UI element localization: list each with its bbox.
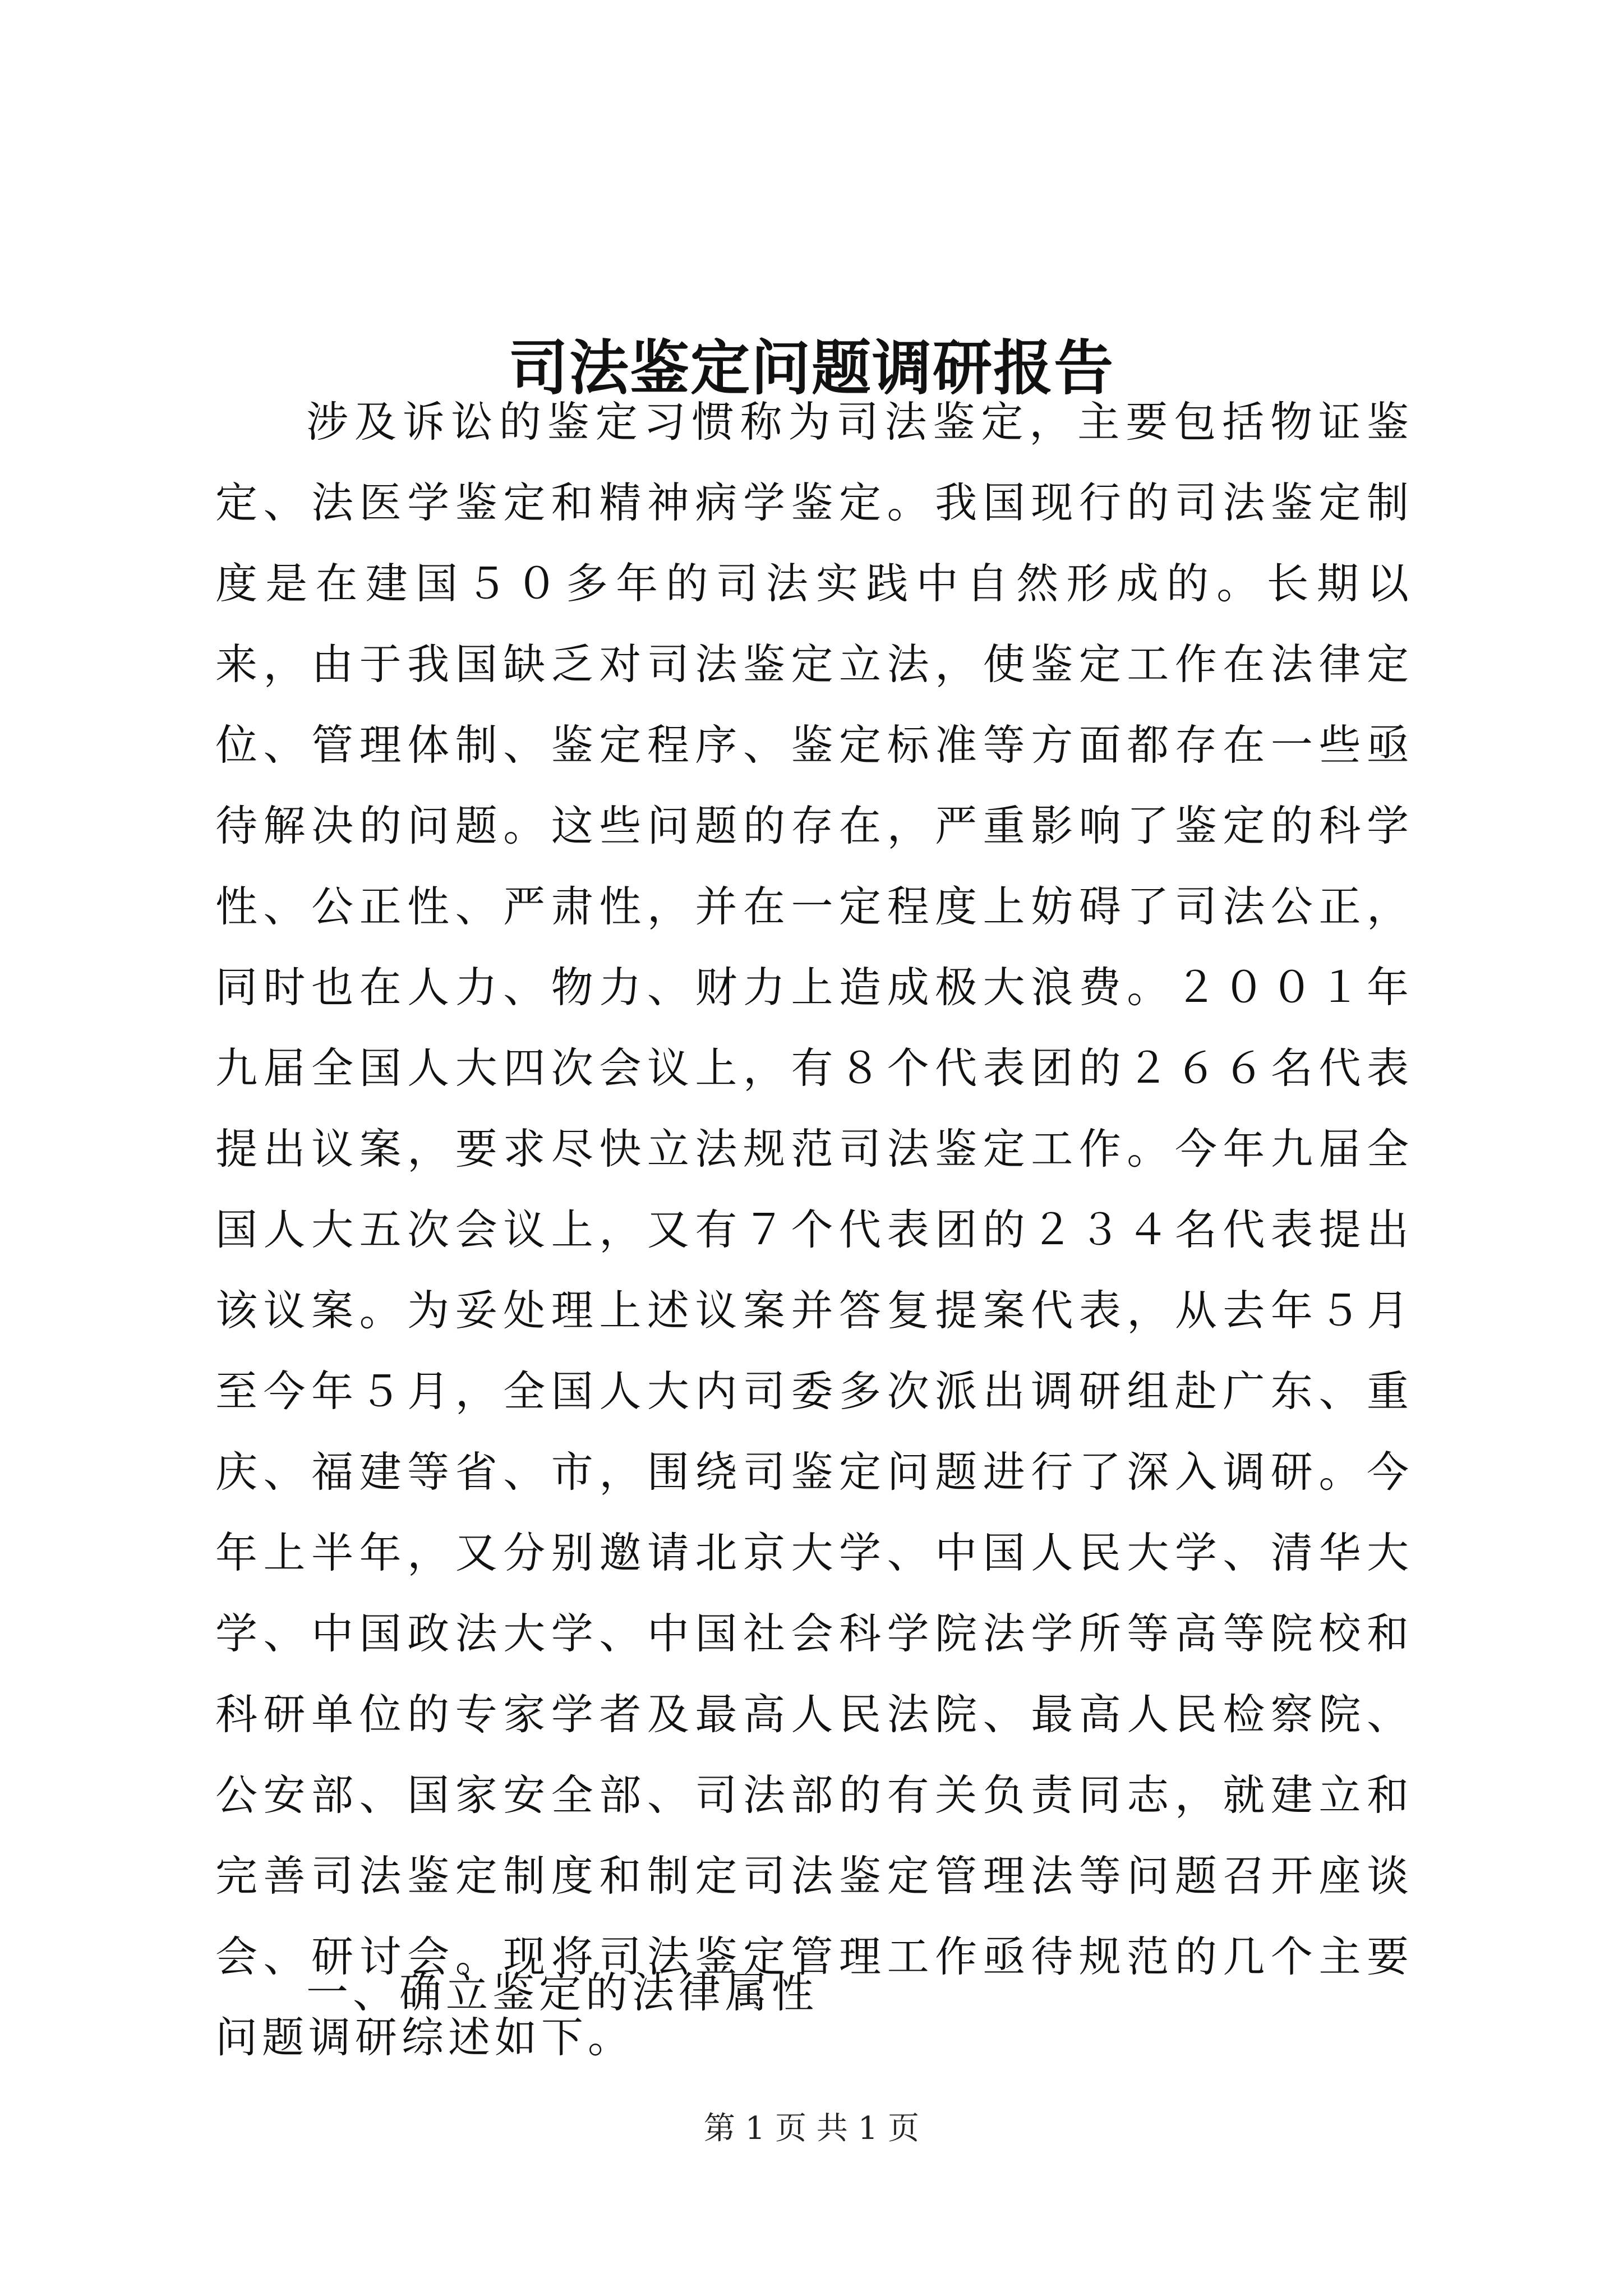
body-paragraph: 涉及诉讼的鉴定习惯称为司法鉴定，主要包括物证鉴定、法医学鉴定和精神病学鉴定。我国现行的司法鉴定制度是在建国５０多年的司法实践中自然形成的。长期以来，由于我国缺乏对司法鉴定立法，使鉴定工作在法律定位、管理体制、鉴定程序、鉴定标准等方面都存在一些亟待解决的问题。这些问题的存在，严重影响了鉴定的科学性、公正性、严肃性，并在一定程度上妨碍了司法公正，同时也在人力、物力、财力上造成极大浪费。２００１年九届全国人大四次会议上，有８个代表团的２６６名代表提出议案，要求尽快立法规范司法鉴定工作。今年九届全国人大五次会议上，又有７个代表团的２３４名代表提出该议案。为妥处理上述议案并答复提案代表，从去年５月至今年５月，全国人大内司委多次派出调研组赴广东、重庆、福建等省、市，围绕司鉴定问题进行了深入调研。今年上半年，又分别邀请北京大学、中国人民大学、清华大学、中国政法大学、中国社会科学院法学所等高等院校和科研单位的专家学者及最高人民法院、最高人民检察院、公安部、国家安全部、司法部的有关负责同志，就建立和完善司法鉴定制度和制定司法鉴定管理法等问题召开座谈会、研讨会。现将司法鉴定管理工作亟待规范的几个主要问题调研综述如下。 — [215, 397, 1413, 2062]
page-footer: 第 1 页 共 1 页 — [703, 2110, 920, 2147]
section-heading: 一、确立鉴定的法律属性 — [306, 1968, 819, 2017]
document-title: 司法鉴定问题调研报告 — [509, 333, 1114, 403]
